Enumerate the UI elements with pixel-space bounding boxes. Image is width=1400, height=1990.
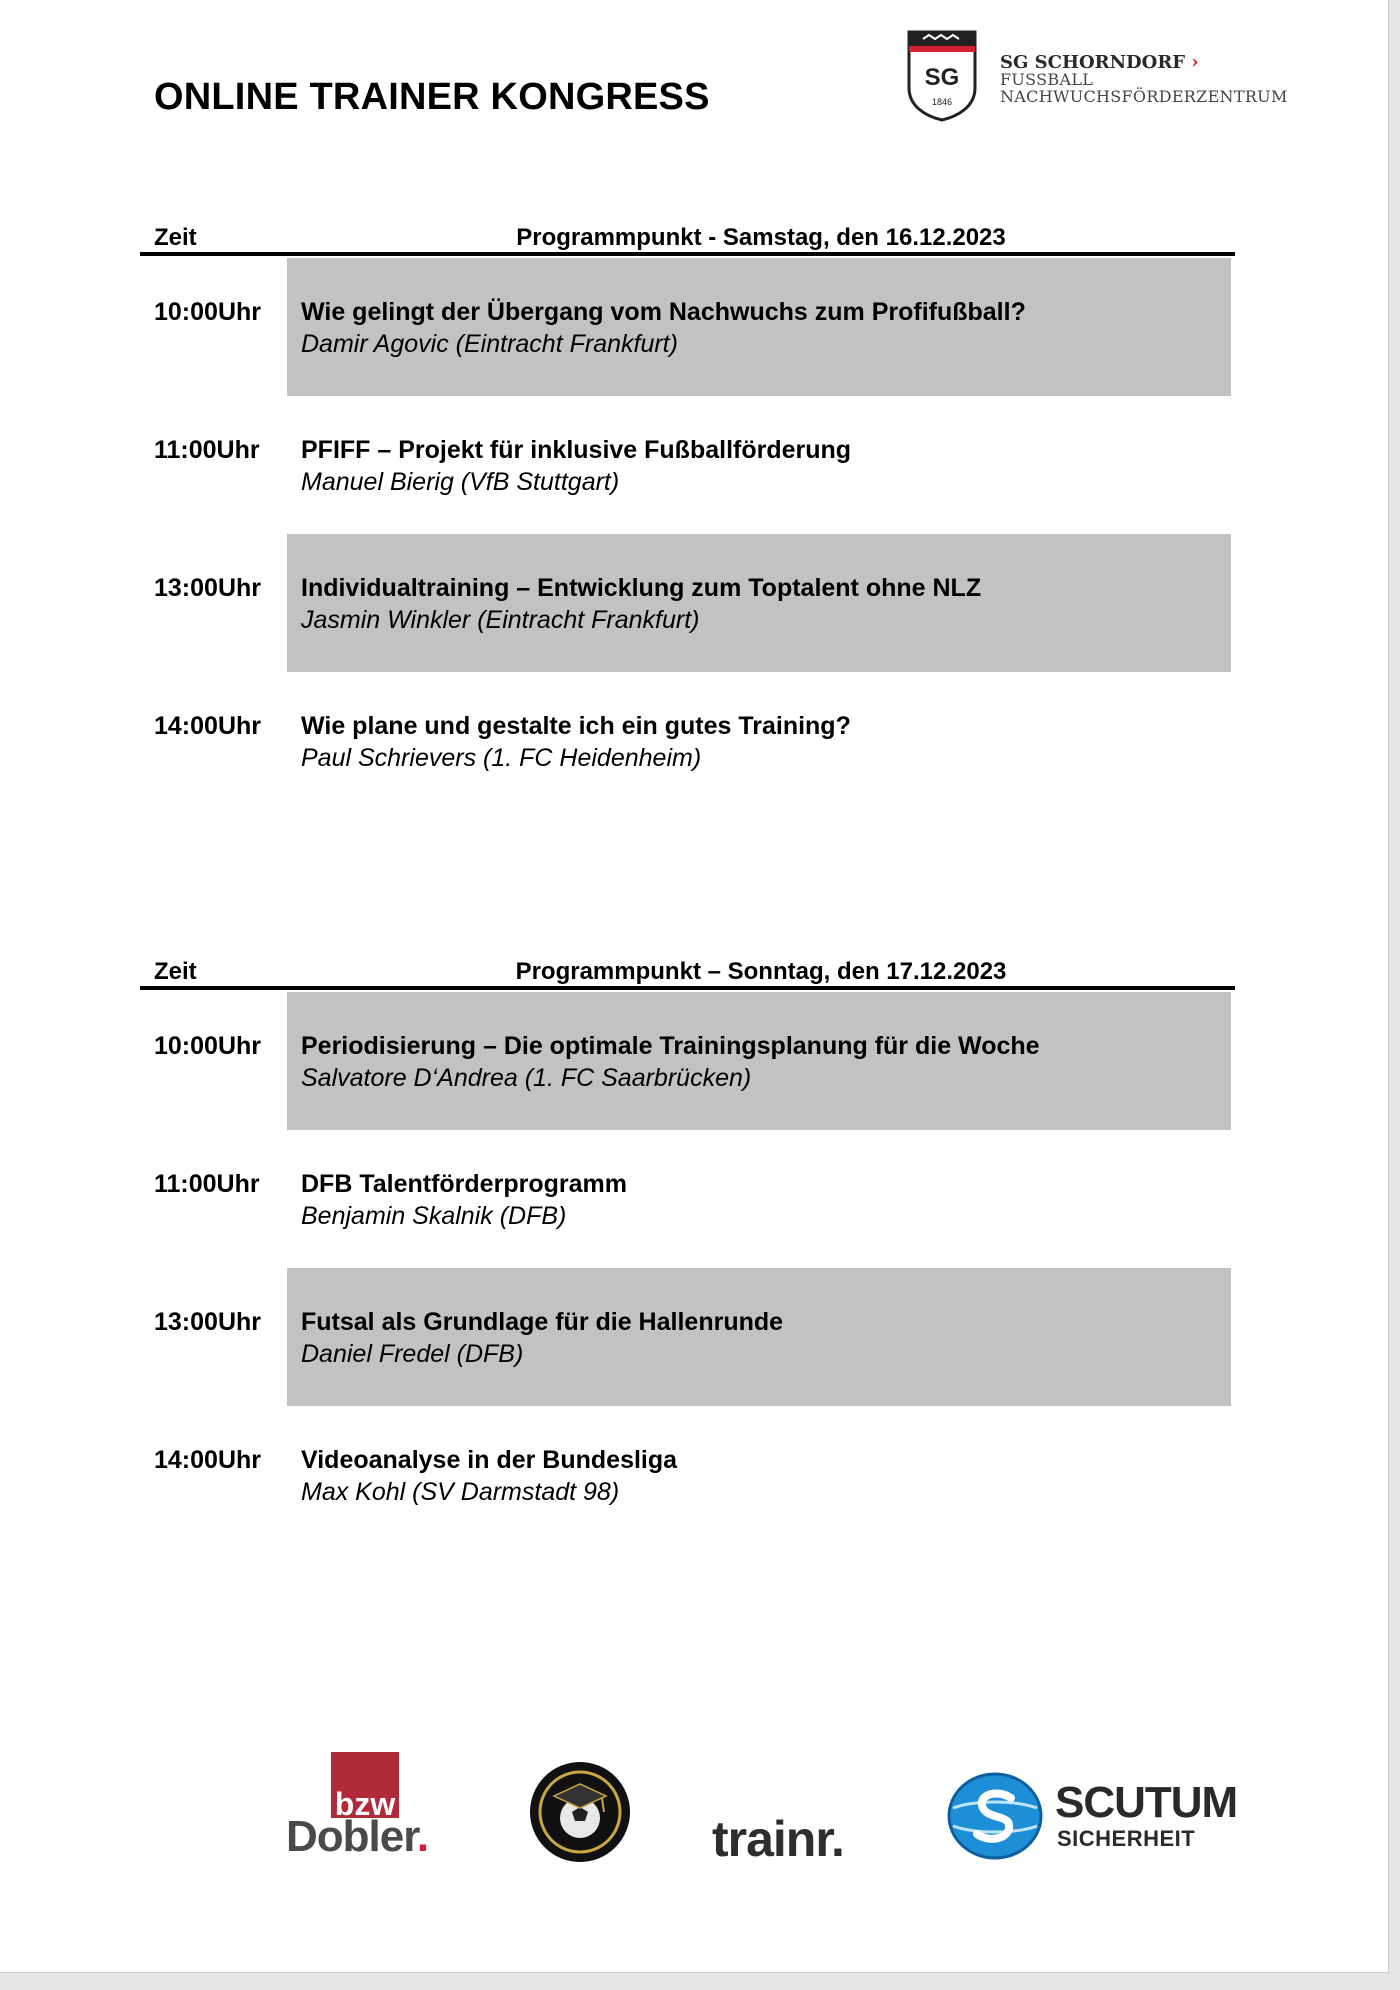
talk-title: Videoanalyse in der Bundesliga (301, 1446, 678, 1474)
row-background (287, 1130, 1231, 1268)
chevron-right-icon: › (1191, 51, 1199, 73)
club-logo (905, 30, 1305, 130)
row-time: 13:00Uhr (154, 574, 261, 602)
club-text (1000, 51, 1288, 106)
trainr-logo: trainr. (712, 1811, 844, 1867)
program-row (140, 534, 1235, 672)
row-time: 14:00Uhr (154, 712, 261, 740)
row-background (287, 992, 1231, 1130)
day-heading: Programmpunkt – Sonntag, den 17.12.2023 (515, 958, 1007, 985)
talk-title: Wie gelingt der Übergang vom Nachwuchs zum Profifußball? (301, 298, 1026, 326)
club-name: SG SCHORNDORF (1000, 52, 1186, 73)
speaker: Max Kohl (SV Darmstadt 98) (301, 1478, 620, 1506)
bzw-box: bzw (331, 1752, 399, 1818)
talk-title: Wie plane und gestalte ich ein gutes Training? (301, 712, 851, 740)
scutum-name: SCUTUM (1055, 1778, 1238, 1827)
dobler-name: Dobler (286, 1812, 417, 1861)
program-row (140, 1406, 1235, 1544)
row-time: 11:00Uhr (154, 1170, 260, 1198)
speaker: Benjamin Skalnik (DFB) (301, 1202, 567, 1230)
sponsor-logos (0, 1740, 1388, 1880)
talk-title: Individualtraining – Entwicklung zum Toptalent ohne NLZ (301, 574, 982, 602)
speaker: Daniel Fredel (DFB) (301, 1340, 524, 1368)
day-heading: Programmpunkt - Samstag, den 16.12.2023 (516, 224, 1006, 251)
row-background (287, 1268, 1231, 1406)
speaker: Salvatore D‘Andrea (1. FC Saarbrücken) (301, 1064, 752, 1092)
crest-text: SG (924, 64, 960, 91)
dobler-dot: . (416, 1812, 429, 1861)
talk-title: PFIFF – Projekt für inklusive Fußballförderung (301, 436, 852, 464)
club-subline-1: FUSSBALL (1000, 70, 1094, 89)
talk-title: Futsal als Grundlage für die Hallenrunde (301, 1308, 784, 1336)
row-background (287, 258, 1231, 396)
header-rule (140, 986, 1235, 990)
crest-year: 1846 (931, 97, 953, 107)
speaker: Manuel Bierig (VfB Stuttgart) (301, 468, 620, 496)
speaker: Paul Schrievers (1. FC Heidenheim) (301, 744, 702, 772)
club-subline-2: NACHWUCHSFÖRDERZENTRUM (1000, 87, 1288, 106)
row-time: 10:00Uhr (154, 1032, 261, 1060)
header-rule (140, 252, 1235, 256)
sg-crest-icon (905, 30, 979, 122)
program-rows (140, 258, 1235, 810)
dobler-text (286, 1812, 428, 1862)
program-header (140, 952, 1235, 992)
row-time: 14:00Uhr (154, 1446, 261, 1474)
row-background (287, 396, 1231, 534)
bzw-dobler-logo (286, 1752, 446, 1872)
speaker: Damir Agovic (Eintracht Frankfurt) (301, 330, 678, 358)
row-time: 11:00Uhr (154, 436, 260, 464)
globe-s-logo-icon (945, 1770, 1045, 1862)
speaker: Jasmin Winkler (Eintracht Frankfurt) (301, 606, 700, 634)
document-title: ONLINE TRAINER KONGRESS (154, 76, 710, 118)
scutum-logo (945, 1770, 1238, 1870)
scutum-sub: SICHERHEIT (1057, 1826, 1196, 1851)
row-time: 10:00Uhr (154, 298, 261, 326)
program-row (140, 1268, 1235, 1406)
row-background (287, 1406, 1231, 1544)
zeit-header: Zeit (154, 224, 197, 251)
program-rows (140, 992, 1235, 1544)
talk-title: Periodisierung – Die optimale Trainingsplanung für die Woche (301, 1032, 1040, 1060)
program-sunday (140, 952, 1235, 1544)
program-row (140, 258, 1235, 396)
program-row (140, 396, 1235, 534)
club-name-line (1000, 51, 1288, 73)
program-row (140, 1130, 1235, 1268)
football-graduation-cap-logo-icon (528, 1760, 632, 1864)
program-row (140, 992, 1235, 1130)
row-background (287, 534, 1231, 672)
program-header (140, 218, 1235, 258)
talk-title: DFB Talentförderprogramm (301, 1170, 627, 1198)
program-saturday (140, 218, 1235, 810)
row-time: 13:00Uhr (154, 1308, 261, 1336)
zeit-header: Zeit (154, 958, 197, 985)
program-row (140, 672, 1235, 810)
row-background (287, 672, 1231, 810)
